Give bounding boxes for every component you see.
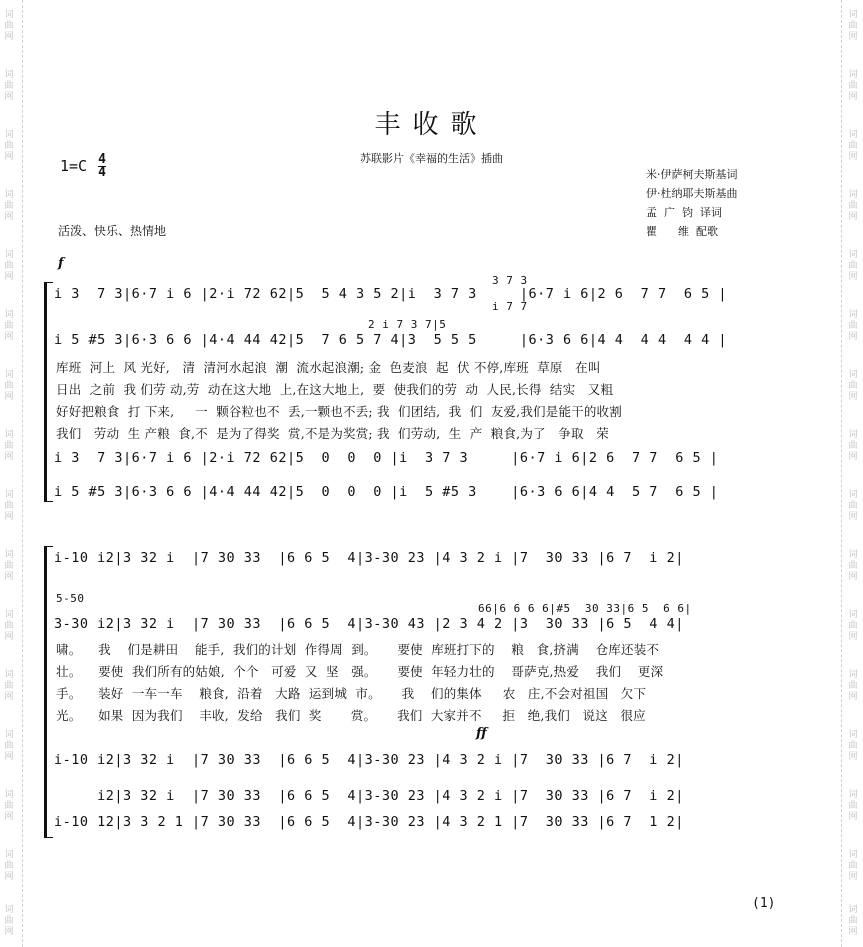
- key-signature: [60, 154, 106, 179]
- watermark-left: 词 曲 网: [4, 190, 14, 222]
- s2-lyric-verse2: 壮。 要使 我们所有的姑娘, 个个 可爱 又 坚 强。 要使 年轻力壮的 哥萨克,热爱 我们 更深: [56, 664, 664, 679]
- watermark-right: 词 曲 网: [848, 430, 858, 462]
- watermark-right: 词 曲 网: [848, 250, 858, 282]
- watermark-right: 词 曲 网: [848, 790, 858, 822]
- credit-lyricist: 米·伊萨柯夫斯基词: [646, 168, 738, 181]
- left-margin-line: [22, 0, 23, 947]
- s2-line2-upper: 5-50: [56, 592, 85, 605]
- watermark-right: 词 曲 网: [848, 610, 858, 642]
- s1-line1: i 3 7 3|6·7 i 6 |2·i 72 62|5 5 4 3 5 2|i 3 7 3 |6·7 i 6|2 6 7 7 6 5 |: [54, 286, 727, 302]
- watermark-left: 词 曲 网: [4, 70, 14, 102]
- song-title: 丰收歌: [374, 110, 489, 140]
- watermark-left: 词 曲 网: [4, 905, 14, 937]
- credit-arranger: 瞿 维 配歌: [646, 225, 718, 238]
- credit-composer: 伊·杜纳耶夫斯基曲: [646, 187, 738, 200]
- time-sig-bottom: 4: [98, 165, 106, 180]
- watermark-right: 词 曲 网: [848, 10, 858, 42]
- right-margin-line: [841, 0, 842, 947]
- page-number: (1): [752, 896, 776, 911]
- s1-lyric-verse3: 好好把粮食 打 下来, 一 颗谷粒也不 丢,一颗也不丢; 我 们团结, 我 们 友爱,我们是能干的收割: [56, 404, 622, 419]
- s1-line2: i 5 #5 3|6·3 6 6 |4·4 44 42|5 7 6 5 7 4|3 5 5 5 |6·3 6 6|4 4 4 4 4 4 |: [54, 332, 727, 348]
- watermark-left: 词 曲 网: [4, 730, 14, 762]
- watermark-right: 词 曲 网: [848, 730, 858, 762]
- s1-line4: i 5 #5 3|6·3 6 6 |4·4 44 42|5 0 0 0 |i 5 #5 3 |6·3 6 6|4 4 5 7 6 5 |: [54, 484, 719, 500]
- s1-lyric-verse2: 日出 之前 我 们劳 动,劳 动在这大地 上,在这大地上, 要 使我们的劳 动 人民,长得 结实 又粗: [56, 382, 614, 397]
- s2-lyric-verse1: 啸。 我 们是耕田 能手, 我们的计划 作得周 到。 要使 库班打下的 粮 食,挤满 仓库还装不: [56, 642, 660, 657]
- time-sig-top: 4: [98, 152, 106, 167]
- watermark-right: 词 曲 网: [848, 130, 858, 162]
- dynamic-fortissimo: ff: [476, 726, 487, 741]
- watermark-right: 词 曲 网: [848, 370, 858, 402]
- system2-bracket: [44, 546, 53, 838]
- watermark-left: 词 曲 网: [4, 10, 14, 42]
- s1-lyric-verse1: 库班 河上 风 光好, 清 清河水起浪 潮 流水起浪潮; 金 色麦浪 起 伏 不停,库班 草原 在叫: [56, 360, 601, 375]
- watermark-right: 词 曲 网: [848, 905, 858, 937]
- watermark-right: 词 曲 网: [848, 670, 858, 702]
- watermark-right: 词 曲 网: [848, 550, 858, 582]
- s2-line4: i2|3 32 i |7 30 33 |6 6 5 4|3-30 23 |4 3 2 i |7 30 33 |6 7 i 2|: [54, 788, 684, 804]
- s1-lyric-verse4: 我们 劳动 生 产粮 食,不 是为了得奖 赏,不是为奖赏; 我 们劳动, 生 产 粮食,为了 争取 荣: [56, 426, 609, 441]
- s2-line2: 3-30 i2|3 32 i |7 30 33 |6 6 5 4|3-30 43 |2 3 4 2 |3 30 33 |6 5 4 4|: [54, 616, 684, 632]
- watermark-left: 词 曲 网: [4, 310, 14, 342]
- s1-line3: i 3 7 3|6·7 i 6 |2·i 72 62|5 0 0 0 |i 3 7 3 |6·7 i 6|2 6 7 7 6 5 |: [54, 450, 719, 466]
- s2-line3: i-10 i2|3 32 i |7 30 33 |6 6 5 4|3-30 23 |4 3 2 i |7 30 33 |6 7 i 2|: [54, 752, 684, 768]
- watermark-right: 词 曲 网: [848, 70, 858, 102]
- s1-chord-top: 3 7 3: [492, 274, 528, 287]
- s2-lyric-verse3: 手。 装好 一车一车 粮食, 沿着 大路 运到城 市。 我 们的集体 农 庄,不会对祖国 欠下: [56, 686, 647, 701]
- watermark-left: 词 曲 网: [4, 790, 14, 822]
- watermark-right: 词 曲 网: [848, 490, 858, 522]
- s1-line2-upper: 2 i 7 3 7|5: [368, 318, 447, 331]
- watermark-left: 词 曲 网: [4, 850, 14, 882]
- watermark-left: 词 曲 网: [4, 610, 14, 642]
- watermark-right: 词 曲 网: [848, 310, 858, 342]
- watermark-left: 词 曲 网: [4, 670, 14, 702]
- watermark-right: 词 曲 网: [848, 850, 858, 882]
- watermark-left: 词 曲 网: [4, 490, 14, 522]
- tempo-marking: 活泼、快乐、热情地: [58, 224, 167, 238]
- song-subtitle: 苏联影片《幸福的生活》插曲: [360, 152, 503, 165]
- watermark-left: 词 曲 网: [4, 550, 14, 582]
- s1-chord-bottom: i 7 7: [492, 300, 528, 313]
- key-text: 1=C: [60, 157, 88, 175]
- s2-lyric-verse4: 光。 如果 因为我们 丰收, 发给 我们 奖 赏。 我们 大家并不 拒 绝,我们 说这 很应: [56, 708, 646, 723]
- s2-line5: i-10 12|3 3 2 1 |7 30 33 |6 6 5 4|3-30 23 |4 3 2 1 |7 30 33 |6 7 1 2|: [54, 814, 684, 830]
- s2-line1: i-10 i2|3 32 i |7 30 33 |6 6 5 4|3-30 23 |4 3 2 i |7 30 33 |6 7 i 2|: [54, 550, 684, 566]
- time-signature: [98, 154, 106, 179]
- watermark-left: 词 曲 网: [4, 130, 14, 162]
- watermark-left: 词 曲 网: [4, 430, 14, 462]
- watermark-left: 词 曲 网: [4, 370, 14, 402]
- watermark-right: 词 曲 网: [848, 190, 858, 222]
- watermark-left: 词 曲 网: [4, 250, 14, 282]
- system1-bracket: [44, 282, 53, 502]
- s2-line2-alt: 66|6 6 6 6|#5 30 33|6 5 6 6|: [478, 602, 692, 615]
- dynamic-forte: f: [58, 256, 64, 271]
- credit-translator: 孟 广 钧 译词: [646, 206, 722, 219]
